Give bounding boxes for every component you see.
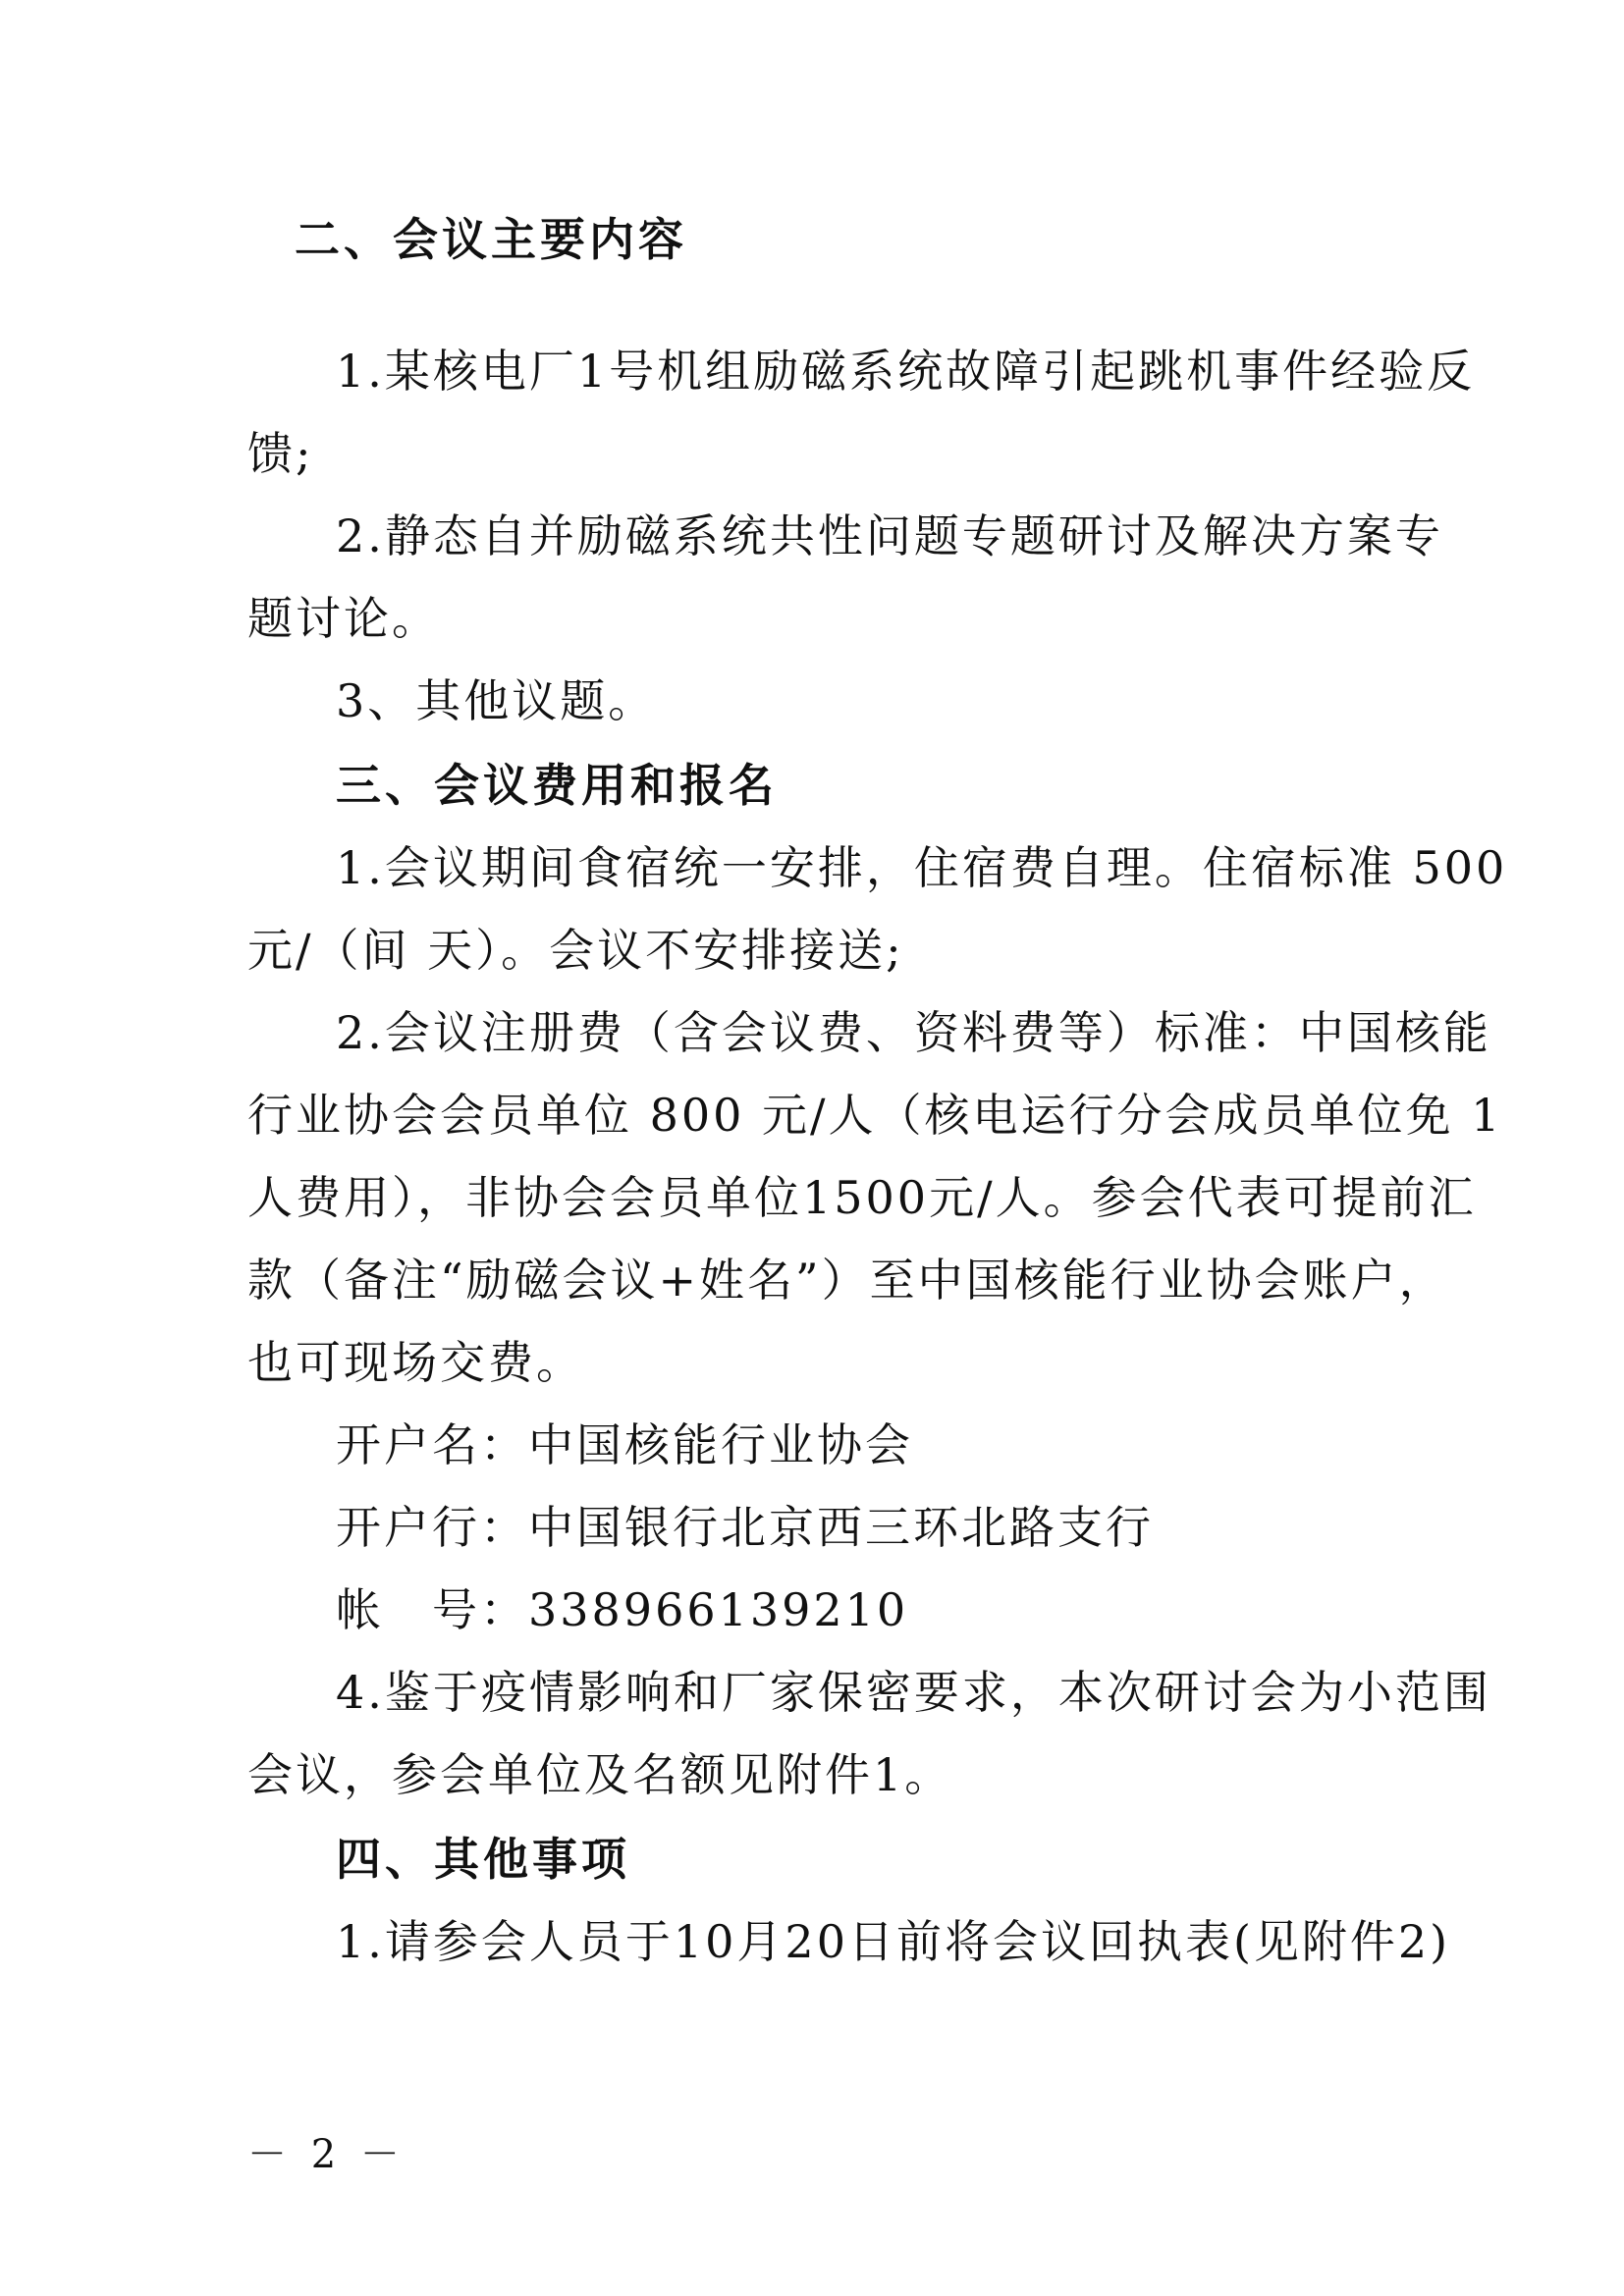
section-4-item-1-line-1: 1.请参会人员于10月20日前将会议回执表(见附件2): [336, 1915, 1451, 1968]
section-3-item-2-line-2: 行业协会会员单位 800 元/人（核电运行分会成员单位免 1: [247, 1089, 1503, 1142]
section-3-item-4-line-2: 会议，参会单位及名额见附件1。: [247, 1748, 953, 1801]
section-3-item-2-line-3: 人费用），非协会会员单位1500元/人。参会代表可提前汇: [247, 1171, 1477, 1224]
account-bank: 开户行：中国银行北京西三环北路支行: [336, 1501, 1154, 1554]
section-2-heading: 二、会议主要内容: [295, 213, 687, 266]
section-3-heading: 三、会议费用和报名: [336, 759, 778, 812]
account-name: 开户名：中国核能行业协会: [336, 1418, 913, 1471]
section-2-item-1-line-1: 1.某核电厂1号机组励磁系统故障引起跳机事件经验反: [336, 345, 1476, 398]
section-3-item-4-line-1: 4.鉴于疫情影响和厂家保密要求，本次研讨会为小范围: [336, 1666, 1491, 1719]
section-3-item-1-line-1: 1.会议期间食宿统一安排，住宿费自理。住宿标准 500: [336, 841, 1508, 894]
section-3-item-1-line-2: 元/（间 天）。会议不安排接送;: [247, 924, 904, 977]
account-number: 帐 号：338966139210: [336, 1583, 909, 1636]
section-3-item-2-line-4: 款（备注“励磁会议+姓名”）至中国核能行业协会账户，: [247, 1254, 1447, 1307]
section-3-item-2-line-1: 2.会议注册费（含会议费、资料费等）标准：中国核能: [336, 1006, 1491, 1059]
section-2-item-2-line-2: 题讨论。: [247, 592, 440, 645]
section-2-item-1-line-2: 馈;: [247, 427, 314, 480]
section-4-heading: 四、其他事项: [336, 1833, 630, 1886]
section-3-item-2-line-5: 也可现场交费。: [247, 1336, 584, 1389]
section-2-item-2-line-1: 2.静态自并励磁系统共性问题专题研讨及解决方案专: [336, 509, 1443, 562]
section-2-item-3: 3、其他议题。: [336, 674, 657, 727]
page-number: － 2 －: [247, 2132, 406, 2177]
